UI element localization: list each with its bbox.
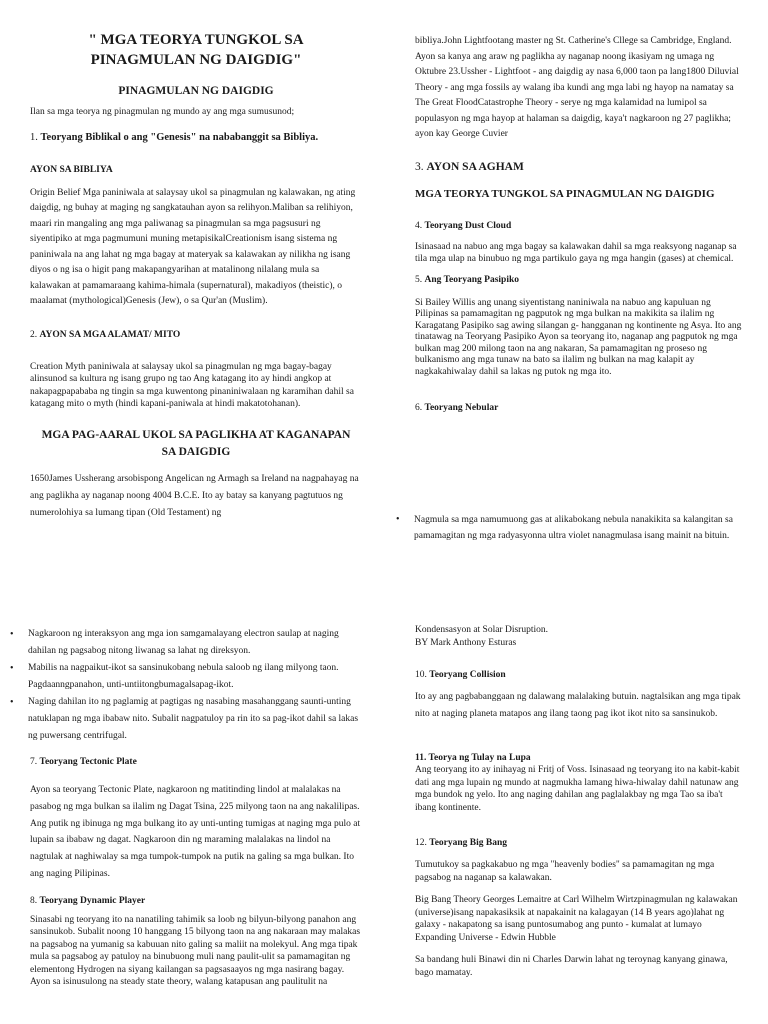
item-10-title: Teoryang Collision bbox=[429, 670, 506, 680]
item-11-text: Ang teoryang ito ay inihayag ni Fritj of Voss. Isinasaad ng teoryang ito na kabit-kabit dati ang mga lupain ng mundo at nagmukha lamang hiwa-hiwalay dahil natunaw ang mga bundok ng yelo. Ito ang naging dahilan ang paglalakbay ng mga Tao sa iba't ibang kontinente. bbox=[415, 765, 740, 813]
item-1-heading bbox=[30, 132, 362, 143]
item-10-number: 10. bbox=[415, 670, 427, 680]
nebular-bullet-list bbox=[0, 626, 362, 745]
nebular-bullet-block bbox=[386, 512, 745, 544]
left-column bbox=[30, 30, 362, 522]
item-3-heading bbox=[415, 161, 745, 173]
right-lower-column bbox=[415, 624, 745, 979]
item-5-heading bbox=[415, 275, 745, 285]
bibliya-heading: AYON SA BIBLIYA bbox=[30, 164, 113, 175]
left-lower-column bbox=[0, 626, 362, 989]
author-byline: BY Mark Anthony Esturas bbox=[415, 637, 517, 648]
mito-text: Creation Myth paniniwala at salaysay ukol sa pinagmulan ng mga bagay-bagay alinsunod sa kultura ng isang grupo ng tao Ang katagang ito ay hindi angkop at nakapagpapababa ng tingin sa mga kuwentong pinaniniwalaan ng karamihan dahil sa katagang mito o myth (hindi kapani-paniwala at hindi makatotohanan). bbox=[30, 361, 354, 409]
kondensasyon-text: Kondensasyon at Solar Disruption. bbox=[415, 625, 548, 635]
item-7-heading bbox=[30, 757, 362, 767]
item-8-heading bbox=[30, 896, 362, 906]
item-4-number: 4. bbox=[415, 220, 423, 231]
right-column bbox=[415, 34, 745, 413]
subtitle: PINAGMULAN NG DAIGDIG bbox=[118, 85, 274, 97]
continuation-text: bibliya.John Lightfootang master ng St. Catherine's Cllege sa Cambridge, England. Ayon sa kanya ang araw ng paglikha ay naganap noong ikasiyam ng umaga ng Oktubre 23.Ussher - Lightfoot - ang daigdig ay nasa 6,000 taon pa lang1800 Diluvial Theory - ang mga fossils ay walang iba kundi ang mga labi ng hayop na namatay sa The Great FloodCatastrophe Theory - serye ng mga kalamidad na lumipol sa populasyon ng mga hayop at halaman sa daigdig, kaya't nagkaroon ng 27 paglikha; ayon kay George Cuvier bbox=[415, 36, 739, 139]
item-10-text: Ito ay ang pagbabanggaan ng dalawang malalaking butuin. nagtalsikan ang mga tipak nito at naging planeta matapos ang ilang taong pag ikot ikot nito sa sansinukob. bbox=[415, 692, 741, 719]
item-5-title: Ang Teoryang Pasipiko bbox=[424, 274, 519, 285]
item-12-text-2: Big Bang Theory Georges Lemaitre at Carl Wilhelm Wirtzpinagmulan ng kalawakan (universe)isang napakasiksik at napakainit na kalagayan (14 B years ago)lahat ng galaxy - nakapatong sa isang puntosumabog ang punto - kumalat at lumayo Expanding Universe - Edwin Hubble bbox=[415, 895, 738, 943]
item-4-text: Isinasaad na nabuo ang mga bagay sa kalawakan dahil sa mga reaksyong naganap sa tila mga ulap na binubuo ng mga partikulo gaya ng mga hangin (gases) at chemical. bbox=[415, 241, 737, 264]
list-item: • Mabilis na nagpaikut-ikot sa sansinukobang nebula saloob ng ilang milyong taon. Pagdaanngpanahon, unti-untiitongbumagalsapag-ikot. bbox=[0, 660, 362, 694]
item-8-text: Sinasabi ng teoryang ito na nanatiling tahimik sa loob ng bilyun-bilyong panahon ang sansinukob. Subalit noong 10 hanggang 15 bilyong taon na ang nakaraan may malakas na pagsabog na yumanig sa kabuuan nito galing sa maliit na molekyul. Ang mga tipak mula sa pagsabog ay patuloy na binubuong muli nang paulit-ulit sa pamamagitan ng elementong Hydrogen na siyang kailangan sa pagsasaayos ng mga nasirang bagay. Ayon sa isinusulong na steady state theory, walang katapusan ang paulitulit na bbox=[30, 914, 361, 988]
item-2-heading bbox=[30, 330, 362, 340]
item-6-title: Teoryang Nebular bbox=[424, 402, 499, 413]
item-12-title: Teoryang Big Bang bbox=[429, 838, 508, 848]
item-8-title: Teoryang Dynamic Player bbox=[39, 895, 146, 906]
agham-subheading: MGA TEORYA TUNGKOL SA PINAGMULAN NG DAIGDIG bbox=[415, 187, 715, 200]
item-4-title: Teoryang Dust Cloud bbox=[424, 220, 512, 231]
item-6-number: 6. bbox=[415, 402, 423, 413]
intro-text: Ilan sa mga teorya ng pinagmulan ng mundo ay ang mga sumusunod; bbox=[30, 107, 295, 117]
item-5-number: 5. bbox=[415, 274, 423, 285]
item-1-title: Teoryang Biblikal o ang "Genesis" na nababanggit sa Bibliya. bbox=[40, 131, 319, 143]
title-line-1: " MGA TEORYA TUNGKOL SA bbox=[88, 32, 304, 48]
item-7-number: 7. bbox=[30, 757, 38, 767]
item-10-heading bbox=[415, 670, 745, 680]
pag-aaral-heading bbox=[30, 427, 362, 461]
item-2-number: 2. bbox=[30, 329, 38, 340]
item-12-text-1: Tumutukoy sa pagkakabuo ng mga "heavenly bodies" sa pamamagitan ng mga pagsabog na naganap sa kalawakan. bbox=[415, 860, 715, 883]
item-11-heading: 11. Teorya ng Tulay na Lupa bbox=[415, 753, 531, 763]
item-12-text-3: Sa bandang huli Binawi din ni Charles Darwin lahat ng teroynag kanyang ginawa, bago mamatay. bbox=[415, 955, 728, 978]
item-12-number: 12. bbox=[415, 838, 427, 848]
item-12-heading bbox=[415, 838, 745, 848]
item-7-text: Ayon sa teoryang Tectonic Plate, nagkaroon ng matitinding lindol at malalakas na pasabog ng mga bulkan sa ilalim ng Dagat Tsina, 225 milyong taon na ang nakalilipas. Ang putik ng ibinuga ng mga bulkang ito ay unti-unting tumigas at naging mga pulo at lupain sa ibabaw ng dagat. Nagkaroon din ng maraming malalakas na lindol na nagtulak at naghiwalay sa mga tumpok-tumpok na putik na galing sa mga bulkan. Ito ang naging Pilipinas. bbox=[30, 785, 361, 879]
bibliya-text: Origin Belief Mga paniniwala at salaysay ukol sa pinagmulan ng kalawakan, ng ating daigdig, ng buhay at maging ng sangkatauhan ayon sa relihyon.Maliban sa relihiyon, maari rin mangaling ang mga paliwanag sa pinagmulan sa mga pagsusuri ng siyentipiko at mga pagmumuni muning metapisikalCreationism isang sistema ng paniniwala na ang lahat ng mga bagay at materyak sa kalawakan ay nilikha ng isang diyos o ng isa o higit pang makapangyarihan at matalinong nilalang mula sa kalawakan at pamamaraang kahima-himala (supernatural), makadiyos (theistic), o maalamat (mythological)Genesis (Jew), o sa Qur'an (Muslim). bbox=[30, 187, 356, 306]
item-4-heading bbox=[415, 221, 745, 231]
list-item: • Nagmula sa mga namumuong gas at alikabokang nebula nanakikita sa kalangitan sa pamamagitan ng mga radyasyonna ultra violet nanagmulasa isang mainit na bituin. bbox=[386, 512, 745, 544]
document-title bbox=[30, 30, 362, 70]
item-3-number: 3. bbox=[415, 160, 424, 173]
list-item: • Naging dahilan ito ng paglamig at pagtigas ng nasabing masahanggang saunti-unting natuklapan ng mga ibabaw nito. Subalit nagpatuloy pa rin ito sa pag-ikot dahil sa lakas ng puwersang centrifugal. bbox=[0, 694, 362, 745]
title-line-2: PINAGMULAN NG DAIGDIG" bbox=[90, 52, 302, 68]
pag-aaral-heading-line-2: SA DAIGDIG bbox=[161, 445, 231, 458]
item-8-number: 8. bbox=[30, 895, 38, 906]
item-6-bullet-list bbox=[386, 512, 745, 544]
item-7-title: Teoryang Tectonic Plate bbox=[39, 757, 137, 767]
item-5-text: Si Bailey Willis ang unang siyentistang naniniwala na nabuo ang kapuluan ng Pilipinas sa pamamagitan ng pagputok ng mga bulkan na makikita sa ilalim ng Karagatang Pasipiko sag awing silangan g- hangganan ng kontinente ng Asya. Ito ang tinatawag na Teoryang Pasipiko Ayon sa teoryang ito, naganap ang pagputok ng mga bulkan mag 200 milong taon na ang nakaran, Sa pamamagitan ng proseso ng bulkanismo ang mga tunaw na bato sa ilalim ng bulkan na mag kalapit ay nagkakahiwalay dahil sa lakas ng putok ng mga ito. bbox=[415, 297, 742, 378]
list-item: • Nagkaroon ng interaksyon ang mga ion samgamalayang electron saulap at naging dahilan ng pagsabog nitong liwanag sa lahat ng direksyon. bbox=[0, 626, 362, 660]
item-3-title: AYON SA AGHAM bbox=[426, 160, 524, 173]
item-1-number: 1. bbox=[30, 131, 38, 143]
item-6-heading bbox=[415, 403, 745, 413]
pag-aaral-heading-line-1: MGA PAG-AARAL UKOL SA PAGLIKHA AT KAGANAPAN bbox=[41, 428, 351, 441]
item-2-title: AYON SA MGA ALAMAT/ MITO bbox=[39, 329, 181, 340]
pag-aaral-text: 1650James Ussherang arsobispong Angelican ng Armagh sa Ireland na nagpahayag na ang paglikha ay naganap noong 4004 B.C.E. Ito ay batay sa kanyang pagtutuos ng numerolohiya sa lumang tipan (Old Testament) ng bbox=[30, 473, 359, 518]
